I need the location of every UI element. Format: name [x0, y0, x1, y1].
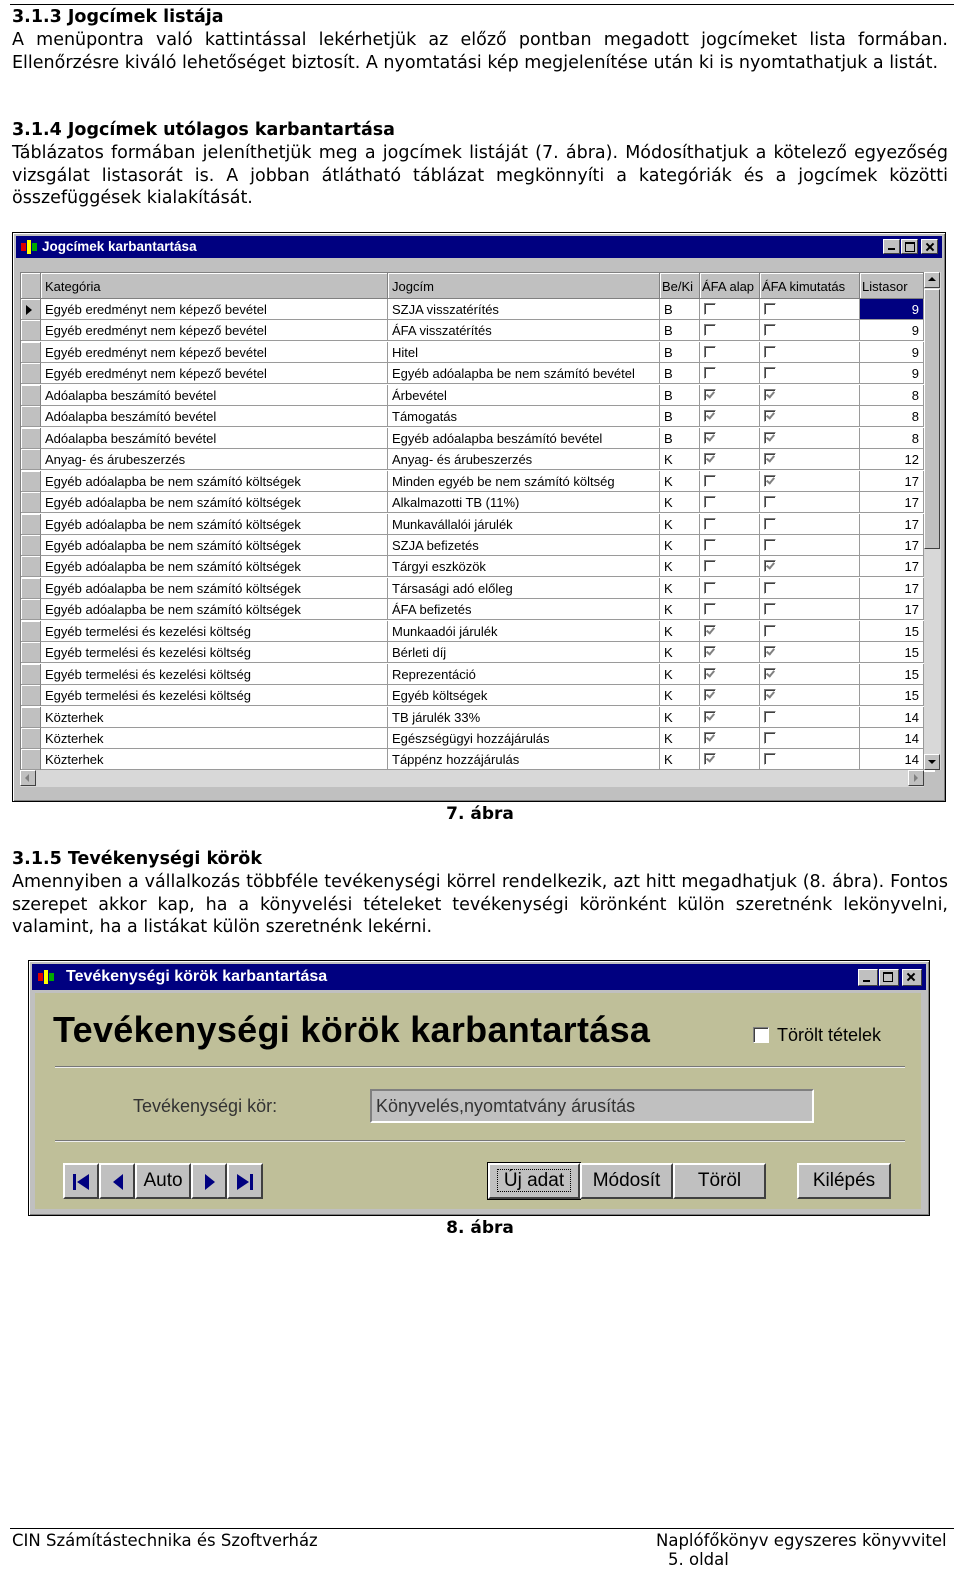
checkbox[interactable] — [704, 560, 716, 572]
form-title: Tevékenységi körök karbantartása — [53, 1009, 651, 1050]
cell-beki[interactable]: K — [660, 535, 700, 556]
footer-rule — [10, 1528, 954, 1529]
header-listasor[interactable]: Listasor — [860, 273, 924, 299]
table-row[interactable] — [21, 342, 934, 363]
cell-jogcim[interactable]: Munkaadói járulék — [388, 621, 660, 642]
row-indicator[interactable] — [21, 363, 41, 384]
section-heading-maintenance: 3.1.4 Jogcímek utólagos karbantartása — [12, 120, 395, 140]
row-indicator[interactable] — [21, 621, 41, 642]
checkbox[interactable] — [704, 453, 716, 465]
row-indicator[interactable] — [21, 599, 41, 620]
cell-listasor[interactable]: 17 — [860, 578, 924, 599]
table-row[interactable] — [21, 471, 934, 492]
cell-listasor[interactable]: 8 — [860, 385, 924, 406]
cell-beki[interactable]: K — [660, 471, 700, 492]
checkbox[interactable] — [764, 346, 776, 358]
cell-listasor[interactable]: 17 — [860, 535, 924, 556]
top-rule — [10, 4, 954, 5]
delete-button[interactable] — [673, 1163, 766, 1199]
table-row[interactable] — [21, 621, 934, 642]
new-record-label: Új adat — [497, 1169, 571, 1192]
cell-afa-kimutatas[interactable] — [760, 728, 860, 749]
cell-jogcim[interactable]: TB járulék 33% — [388, 707, 660, 728]
table-row[interactable] — [21, 707, 934, 728]
cell-listasor[interactable]: 15 — [860, 621, 924, 642]
cell-afa-alap[interactable] — [700, 492, 760, 513]
divider — [55, 1140, 905, 1142]
cell-kategoria[interactable]: Egyéb eredményt nem képező bevétel — [41, 299, 388, 320]
cell-beki[interactable]: B — [660, 320, 700, 341]
cell-beki[interactable]: B — [660, 385, 700, 406]
cell-listasor[interactable]: 9 — [860, 320, 924, 341]
cell-kategoria[interactable]: Egyéb adóalapba be nem számító költségek — [41, 492, 388, 513]
section-text-list: A menüpontra való kattintással lekérhetjük az előző pontban megadott jogcímeket lista formában. Ellenőrzésre kiváló lehetőséget biztosít. A nyomtatási kép megjelenítése után ki is nyomtathatjuk a listát. — [12, 30, 948, 73]
activity-form — [35, 993, 921, 1209]
cell-listasor[interactable]: 17 — [860, 556, 924, 577]
new-record-button[interactable] — [488, 1163, 580, 1199]
checkbox[interactable] — [764, 432, 776, 444]
checkbox[interactable] — [704, 668, 716, 680]
table-row[interactable] — [21, 514, 934, 535]
cell-listasor[interactable]: 17 — [860, 492, 924, 513]
cell-jogcim[interactable]: Egyéb költségek — [388, 685, 660, 706]
row-indicator[interactable] — [21, 685, 41, 706]
cell-beki[interactable]: B — [660, 406, 700, 427]
checkbox[interactable] — [764, 711, 776, 723]
checkbox[interactable] — [704, 410, 716, 422]
cell-beki[interactable]: K — [660, 578, 700, 599]
checkbox[interactable] — [764, 367, 776, 379]
checkbox[interactable] — [764, 753, 776, 765]
cell-afa-kimutatas[interactable] — [760, 320, 860, 341]
header-kategoria[interactable]: Kategória — [41, 273, 388, 299]
table-row[interactable] — [21, 599, 934, 620]
cell-afa-kimutatas[interactable] — [760, 428, 860, 449]
footer-right: Naplófőkönyv egyszeres könyvvitel — [656, 1531, 947, 1550]
cell-beki[interactable]: B — [660, 342, 700, 363]
row-indicator[interactable] — [21, 385, 41, 406]
cell-listasor[interactable]: 15 — [860, 642, 924, 663]
checkbox[interactable] — [764, 539, 776, 551]
table-row[interactable] — [21, 428, 934, 449]
app-icon — [38, 970, 54, 984]
cell-afa-kimutatas[interactable] — [760, 664, 860, 685]
checkbox[interactable] — [704, 303, 716, 315]
cell-afa-kimutatas[interactable] — [760, 749, 860, 770]
first-icon — [71, 1173, 91, 1191]
cell-beki[interactable]: K — [660, 514, 700, 535]
cell-afa-kimutatas[interactable] — [760, 707, 860, 728]
cell-afa-kimutatas[interactable] — [760, 363, 860, 384]
cell-kategoria[interactable]: Egyéb adóalapba be nem számító költségek — [41, 514, 388, 535]
current-row-arrow-icon — [26, 305, 32, 315]
cell-afa-kimutatas[interactable] — [760, 535, 860, 556]
cell-beki[interactable]: K — [660, 599, 700, 620]
cell-afa-alap[interactable] — [700, 363, 760, 384]
cell-jogcim[interactable]: Reprezentáció — [388, 664, 660, 685]
footer-left: CIN Számítástechnika és Szoftverház — [12, 1531, 318, 1550]
cell-afa-kimutatas[interactable] — [760, 685, 860, 706]
prev-record-button[interactable] — [99, 1163, 135, 1199]
maximize-icon[interactable] — [901, 239, 918, 254]
cell-kategoria[interactable]: Közterhek — [41, 707, 388, 728]
last-record-button[interactable] — [227, 1163, 263, 1199]
scroll-thumb[interactable] — [924, 289, 940, 549]
exit-label: Kilépés — [812, 1170, 876, 1191]
table-row[interactable] — [21, 363, 934, 384]
checkbox[interactable] — [764, 732, 776, 744]
cell-afa-kimutatas[interactable] — [760, 492, 860, 513]
checkbox[interactable] — [704, 711, 716, 723]
prev-icon — [109, 1173, 127, 1191]
activity-field-label: Tevékenységi kör: — [133, 1096, 278, 1116]
cell-listasor[interactable]: 9 — [860, 342, 924, 363]
checkbox[interactable] — [704, 389, 716, 401]
cell-beki[interactable]: B — [660, 428, 700, 449]
cell-kategoria[interactable]: Egyéb termelési és kezelési költség — [41, 642, 388, 663]
table-row[interactable] — [21, 749, 934, 770]
table-row[interactable] — [21, 664, 934, 685]
checkbox[interactable] — [764, 625, 776, 637]
cell-jogcim[interactable]: Egészségügyi hozzájárulás — [388, 728, 660, 749]
cell-afa-alap[interactable] — [700, 685, 760, 706]
cell-afa-alap[interactable] — [700, 406, 760, 427]
cell-beki[interactable]: K — [660, 749, 700, 770]
close-icon[interactable] — [902, 969, 922, 986]
row-indicator[interactable] — [21, 449, 41, 470]
table-row[interactable] — [21, 385, 934, 406]
maximize-icon[interactable] — [879, 969, 899, 986]
header-indicator — [21, 273, 41, 299]
cell-beki[interactable]: K — [660, 492, 700, 513]
checkbox[interactable] — [704, 367, 716, 379]
cell-afa-kimutatas[interactable] — [760, 599, 860, 620]
cell-afa-kimutatas[interactable] — [760, 342, 860, 363]
cell-listasor[interactable]: 14 — [860, 728, 924, 749]
cell-beki[interactable]: K — [660, 685, 700, 706]
window-title: Jogcímek karbantartása — [42, 239, 197, 254]
scroll-right-icon[interactable] — [908, 770, 924, 786]
checkbox[interactable] — [704, 603, 716, 615]
checkbox[interactable] — [704, 646, 716, 658]
header-afa-kimutatas[interactable]: ÁFA kimutatás — [760, 273, 860, 299]
checkbox[interactable] — [704, 432, 716, 444]
checkbox[interactable] — [764, 389, 776, 401]
window-title-bar[interactable] — [32, 964, 926, 990]
table-row[interactable] — [21, 728, 934, 749]
checkbox[interactable] — [764, 324, 776, 336]
cell-jogcim[interactable]: ÁFA befizetés — [388, 599, 660, 620]
table-row[interactable] — [21, 320, 934, 341]
minimize-icon[interactable] — [858, 969, 878, 986]
grid-header — [21, 273, 934, 299]
section-text-activities: Amennyiben a vállalkozás többféle tevékenységi körrel rendelkezik, azt hitt megadhatjuk (8. ábra). Fontos szerepet akkor kap, ha a könyvelési tételeket tevékenységi körönként külön szeretnénk lekönyvelni, valamint, ha a listákat külön szeretnénk lekérni. — [12, 872, 948, 937]
footer-page: 5. oldal — [668, 1550, 729, 1569]
checkbox[interactable] — [764, 453, 776, 465]
scroll-down-icon[interactable] — [924, 754, 940, 770]
cell-beki[interactable]: K — [660, 621, 700, 642]
last-icon — [235, 1173, 255, 1191]
checkbox[interactable] — [764, 410, 776, 422]
horizontal-scrollbar[interactable] — [20, 770, 924, 787]
row-indicator[interactable] — [21, 492, 41, 513]
cell-jogcim[interactable]: Bérleti díj — [388, 642, 660, 663]
cell-afa-alap[interactable] — [700, 642, 760, 663]
cell-jogcim[interactable]: Árbevétel — [388, 385, 660, 406]
cell-listasor[interactable]: 14 — [860, 749, 924, 770]
cell-kategoria[interactable]: Egyéb eredményt nem képező bevétel — [41, 363, 388, 384]
cell-jogcim[interactable]: Társasági adó előleg — [388, 578, 660, 599]
cell-afa-kimutatas[interactable] — [760, 406, 860, 427]
cell-listasor[interactable]: 9 — [860, 299, 924, 320]
cell-kategoria[interactable]: Adóalapba beszámító bevétel — [41, 406, 388, 427]
section-text-maintenance: Táblázatos formában jeleníthetjük meg a jogcímek listáját (7. ábra). Módosíthatjuk a kötelező egyezőség vizsgálat listasorát is. A jobban átlátható táblázat megkönnyíti a kategóriák és a jogcímek közötti összefüggések kialakítását. — [12, 143, 948, 208]
scroll-up-icon[interactable] — [924, 272, 940, 288]
cell-jogcim[interactable]: Alkalmazotti TB (11%) — [388, 492, 660, 513]
app-icon — [21, 240, 37, 254]
checkbox[interactable] — [704, 732, 716, 744]
table-row[interactable] — [21, 299, 934, 320]
cell-kategoria[interactable]: Adóalapba beszámító bevétel — [41, 428, 388, 449]
checkbox[interactable] — [764, 496, 776, 508]
window-tevekenysegi-korok — [28, 960, 930, 1216]
row-indicator[interactable] — [21, 707, 41, 728]
checkbox[interactable] — [704, 753, 716, 765]
checkbox[interactable] — [764, 582, 776, 594]
window-jogcimek — [12, 232, 946, 802]
cell-kategoria[interactable]: Egyéb adóalapba be nem számító költségek — [41, 556, 388, 577]
cell-jogcim[interactable]: Hitel — [388, 342, 660, 363]
auto-button[interactable] — [135, 1163, 191, 1199]
figure-caption-8: 8. ábra — [446, 1218, 514, 1238]
cell-afa-kimutatas[interactable] — [760, 385, 860, 406]
row-indicator[interactable] — [21, 471, 41, 492]
cell-listasor[interactable]: 15 — [860, 664, 924, 685]
cell-jogcim[interactable]: SZJA visszatérítés — [388, 299, 660, 320]
checkbox[interactable] — [764, 303, 776, 315]
cell-listasor[interactable]: 17 — [860, 514, 924, 535]
cell-beki[interactable]: K — [660, 449, 700, 470]
scroll-left-icon[interactable] — [20, 770, 36, 786]
checkbox[interactable] — [704, 324, 716, 336]
table-row[interactable] — [21, 449, 934, 470]
cell-kategoria[interactable]: Egyéb termelési és kezelési költség — [41, 664, 388, 685]
checkbox[interactable] — [704, 625, 716, 637]
cell-afa-alap[interactable] — [700, 728, 760, 749]
section-heading-activities: 3.1.5 Tevékenységi körök — [12, 849, 262, 869]
checkbox[interactable] — [704, 475, 716, 487]
cell-afa-kimutatas[interactable] — [760, 621, 860, 642]
cell-afa-alap[interactable] — [700, 428, 760, 449]
cell-afa-alap[interactable] — [700, 471, 760, 492]
cell-kategoria[interactable]: Egyéb adóalapba be nem számító költségek — [41, 535, 388, 556]
cell-listasor[interactable]: 17 — [860, 599, 924, 620]
row-indicator[interactable] — [21, 428, 41, 449]
cell-kategoria[interactable]: Egyéb termelési és kezelési költség — [41, 685, 388, 706]
cell-afa-alap[interactable] — [700, 664, 760, 685]
cell-listasor[interactable]: 17 — [860, 471, 924, 492]
row-indicator[interactable] — [21, 320, 41, 341]
minimize-icon[interactable] — [883, 239, 900, 254]
cell-afa-alap[interactable] — [700, 449, 760, 470]
checkbox[interactable] — [764, 518, 776, 530]
row-indicator[interactable] — [21, 664, 41, 685]
vertical-scrollbar[interactable] — [924, 272, 941, 770]
cell-beki[interactable]: B — [660, 299, 700, 320]
cell-afa-kimutatas[interactable] — [760, 514, 860, 535]
cell-afa-kimutatas[interactable] — [760, 471, 860, 492]
cell-beki[interactable]: K — [660, 728, 700, 749]
cell-beki[interactable]: K — [660, 707, 700, 728]
cell-afa-alap[interactable] — [700, 556, 760, 577]
checkbox[interactable] — [704, 582, 716, 594]
checkbox[interactable] — [764, 560, 776, 572]
figure-caption-7: 7. ábra — [446, 804, 514, 824]
first-record-button[interactable] — [63, 1163, 99, 1199]
cell-beki[interactable]: K — [660, 642, 700, 663]
cell-jogcim[interactable]: Tárgyi eszközök — [388, 556, 660, 577]
table-row[interactable] — [21, 642, 934, 663]
checkbox[interactable] — [704, 518, 716, 530]
cell-jogcim[interactable]: Minden egyéb be nem számító költség — [388, 471, 660, 492]
row-indicator[interactable] — [21, 749, 41, 770]
deleted-items-label: Törölt tételek — [777, 1025, 882, 1045]
cell-afa-alap[interactable] — [700, 707, 760, 728]
cell-kategoria[interactable]: Egyéb adóalapba be nem számító költségek — [41, 599, 388, 620]
close-icon[interactable] — [921, 239, 938, 254]
checkbox[interactable] — [764, 646, 776, 658]
row-indicator[interactable] — [21, 535, 41, 556]
cell-jogcim[interactable]: Egyéb adóalapba be nem számító bevétel — [388, 363, 660, 384]
cell-afa-alap[interactable] — [700, 535, 760, 556]
deleted-items-checkbox[interactable] — [753, 1027, 769, 1043]
checkbox[interactable] — [764, 603, 776, 615]
cell-kategoria[interactable]: Egyéb adóalapba be nem számító költségek — [41, 471, 388, 492]
cell-beki[interactable]: B — [660, 363, 700, 384]
cell-afa-kimutatas[interactable] — [760, 299, 860, 320]
window-title-bar[interactable] — [16, 236, 942, 258]
cell-afa-alap[interactable] — [700, 621, 760, 642]
checkbox[interactable] — [764, 475, 776, 487]
divider — [55, 1066, 905, 1068]
row-indicator[interactable] — [21, 342, 41, 363]
table-row[interactable] — [21, 578, 934, 599]
cell-kategoria[interactable]: Egyéb eredményt nem képező bevétel — [41, 320, 388, 341]
modify-label: Módosít — [592, 1170, 661, 1191]
header-afa-alap[interactable]: ÁFA alap — [700, 273, 760, 299]
row-indicator[interactable] — [21, 556, 41, 577]
checkbox[interactable] — [764, 668, 776, 680]
cell-afa-alap[interactable] — [700, 320, 760, 341]
cell-listasor[interactable]: 15 — [860, 685, 924, 706]
cell-jogcim[interactable]: Táppénz hozzájárulás — [388, 749, 660, 770]
cell-afa-alap[interactable] — [700, 749, 760, 770]
cell-kategoria[interactable]: Közterhek — [41, 728, 388, 749]
cell-listasor[interactable]: 9 — [860, 363, 924, 384]
cell-jogcim[interactable]: Anyag- és árubeszerzés — [388, 449, 660, 470]
cell-listasor[interactable]: 8 — [860, 428, 924, 449]
jogcim-grid[interactable] — [20, 272, 935, 772]
cell-kategoria[interactable]: Egyéb adóalapba be nem számító költségek — [41, 578, 388, 599]
cell-kategoria[interactable]: Egyéb eredményt nem képező bevétel — [41, 342, 388, 363]
delete-label: Töröl — [697, 1170, 742, 1191]
cell-kategoria[interactable]: Anyag- és árubeszerzés — [41, 449, 388, 470]
cell-jogcim[interactable]: Egyéb adóalapba beszámító bevétel — [388, 428, 660, 449]
cell-afa-alap[interactable] — [700, 385, 760, 406]
cell-afa-kimutatas[interactable] — [760, 578, 860, 599]
cell-jogcim[interactable]: Támogatás — [388, 406, 660, 427]
cell-jogcim[interactable]: Munkavállalói járulék — [388, 514, 660, 535]
cell-afa-alap[interactable] — [700, 578, 760, 599]
cell-jogcim[interactable]: ÁFA visszatérítés — [388, 320, 660, 341]
checkbox[interactable] — [704, 689, 716, 701]
cell-kategoria[interactable]: Adóalapba beszámító bevétel — [41, 385, 388, 406]
cell-kategoria[interactable]: Közterhek — [41, 749, 388, 770]
table-row[interactable] — [21, 535, 934, 556]
cell-afa-alap[interactable] — [700, 514, 760, 535]
checkbox[interactable] — [704, 539, 716, 551]
next-icon — [201, 1173, 219, 1191]
table-row[interactable] — [21, 492, 934, 513]
row-indicator[interactable] — [21, 728, 41, 749]
cell-afa-kimutatas[interactable] — [760, 449, 860, 470]
activity-field[interactable]: Könyvelés,nyomtatvány árusítás — [370, 1089, 814, 1123]
header-jogcim[interactable]: Jogcím — [388, 273, 660, 299]
modify-button[interactable] — [580, 1163, 673, 1199]
auto-label: Auto — [143, 1170, 183, 1191]
window-title: Tevékenységi körök karbantartása — [66, 968, 328, 985]
row-indicator[interactable] — [21, 642, 41, 663]
next-record-button[interactable] — [191, 1163, 227, 1199]
checkbox[interactable] — [704, 346, 716, 358]
cell-afa-alap[interactable] — [700, 342, 760, 363]
cell-afa-kimutatas[interactable] — [760, 556, 860, 577]
cell-kategoria[interactable]: Egyéb termelési és kezelési költség — [41, 621, 388, 642]
cell-listasor[interactable]: 8 — [860, 406, 924, 427]
row-indicator[interactable] — [21, 514, 41, 535]
cell-beki[interactable]: K — [660, 556, 700, 577]
row-indicator[interactable] — [21, 578, 41, 599]
row-indicator[interactable] — [21, 406, 41, 427]
table-row[interactable] — [21, 556, 934, 577]
section-heading-list: 3.1.3 Jogcímek listája — [12, 7, 224, 27]
cell-afa-kimutatas[interactable] — [760, 642, 860, 663]
table-row[interactable] — [21, 406, 934, 427]
cell-jogcim[interactable]: SZJA befizetés — [388, 535, 660, 556]
deleted-items-toggle[interactable] — [753, 1025, 881, 1046]
cell-listasor[interactable]: 14 — [860, 707, 924, 728]
checkbox[interactable] — [764, 689, 776, 701]
header-beki[interactable]: Be/Ki — [660, 273, 700, 299]
cell-listasor[interactable]: 12 — [860, 449, 924, 470]
cell-afa-alap[interactable] — [700, 299, 760, 320]
cell-beki[interactable]: K — [660, 664, 700, 685]
row-indicator[interactable] — [21, 299, 41, 320]
cell-afa-alap[interactable] — [700, 599, 760, 620]
exit-button[interactable] — [797, 1163, 891, 1199]
checkbox[interactable] — [704, 496, 716, 508]
table-row[interactable] — [21, 685, 934, 706]
